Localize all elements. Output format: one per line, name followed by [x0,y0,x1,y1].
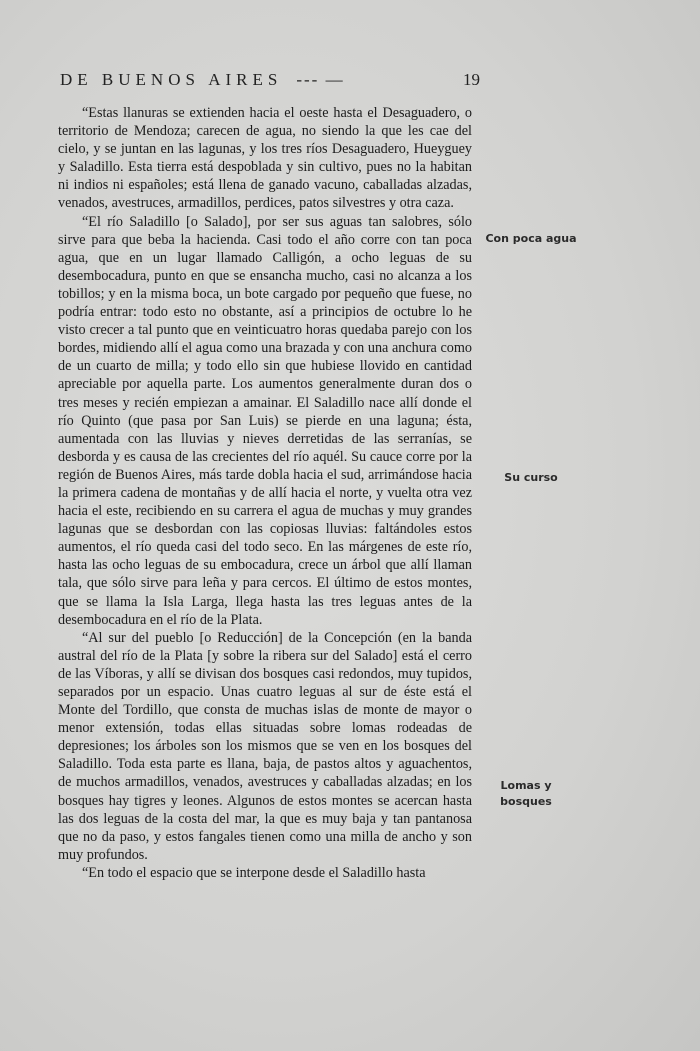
running-header [60,70,480,90]
margin-note-su-curso: Su curso [504,471,558,484]
paragraph-llanuras: “Estas llanuras se extienden hacia el oeste hasta el Desaguadero, o territorio de Mendoza; carecen de agua, no siendo la que les cae del cielo, y se juntan en las lagunas, y los tres ríos Desaguadero, Hueyguey y Saladillo. Esta tierra está despoblada y sin cultivo, pues no la habitan ni indios ni españoles; está llena de ganado vacuno, caballadas alzadas, venados, avestruces, armadillos, perdices, patos silvestres y otra caza. [58,105,472,212]
running-title: DE BUENOS AIRES [60,70,283,89]
body-text [58,104,472,882]
margin-note-con-poca-agua: Con poca agua [485,232,577,245]
paragraph-saladillo: “El río Saladillo [o Salado], por ser sus aguas tan salobres, sólo sirve para que beba la hacienda. Casi todo el año corre con tan poca agua, que en un lugar llamado Calligón, a ocho leguas de su desembocadura, punto en que se ensancha mucho, casi no alcanza a los tobillos; y en la misma boca, un bote cargado por pequeño que fuese, no podría entrar: todo esto no obstante, así a principios de octubre lo he visto crecer a tal punto que en veinticuatro horas quedaba parejo con los bordes, midiendo allí el agua como una brazada y con una anchura como de un cuarto de milla; y todo ello sin que hubiese llovido en cantidad apreciable por aquella parte. Los aumentos generalmente duran dos o tres meses y recién empiezan a amainar. El Saladillo nace allí donde el río Quinto (que pasa por San Luis) se pierde en una laguna; ésta, aumentada con las lluvias y nieves derretidas de las serranías, se desborda y es causa de las crecientes del río aquél. Su cauce corre por la región de Buenos Aires, más tarde dobla hacia el sud, arrimándose hacia la primera cadena de montañas y de allí hacia el norte, y vuelta otra vez hacia el este, recibiendo en su carrera el agua de muchas y muy grandes lagunas que se desbordan con las copiosas lluvias: faltándoles estos aumentos, el río queda casi del todo seco. En las márgenes de este río, hasta las ocho leguas de su embocadura, crece un árbol que allí llaman tala, que sólo sirve para leña y para cercos. El último de estos montes, que se llama la Isla Larga, llega hasta las tres leguas antes de la desembocadura en el río de la Plata. [58,213,472,628]
paragraph-espacio: “En todo el espacio que se interpone desde el Saladillo hasta [82,864,426,881]
header-dash: --- — [296,70,345,89]
page-number: 19 [463,70,480,89]
paragraph-concepcion: “Al sur del pueblo [o Reducción] de la Concepción (en la banda austral del río de la Plata [y sobre la ribera sur del Salado] está el cerro de las Víboras, y allí se divisan dos bosques casi redondos, muy tupidos, separados por un espacio. Unas cuatro leguas al sur de éste está el Monte del Tordillo, que consta de muchas islas de monte de mayor o menor extensión, todas ellas situadas sobre lomas rodeadas de depresiones; los árboles son los mismos que se ven en los bosques del Saladillo. Toda esta parte es llana, baja, de pastos altos y aguachentos, de muchos armadillos, venados, avestruces y caballadas alzadas; en los bosques hay tigres y leones. Algunos de estos montes se acercan hasta las dos leguas de la costa del mar, la que es muy baja y tan pantanosa que no da paso, y estos fangales tienen como una milla de ancho y son muy profundos. [58,629,472,863]
margin-note-lomas-y-bosques: Lomas y bosques [500,779,552,808]
